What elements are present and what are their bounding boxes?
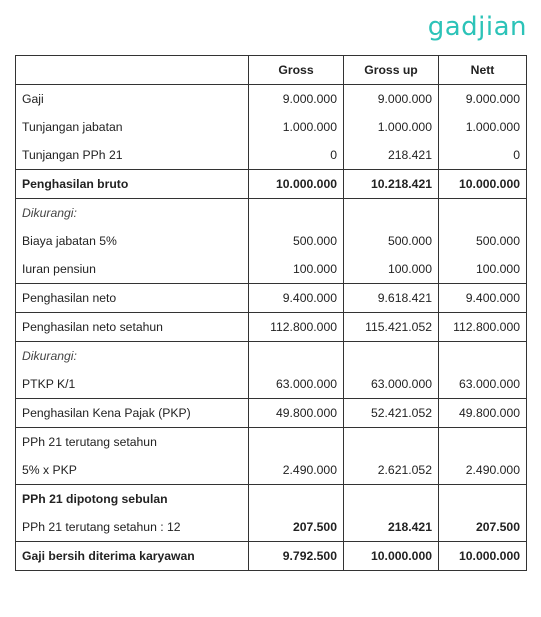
- gross-up-value: [344, 199, 439, 228]
- gross-up-value: 9.618.421: [344, 284, 439, 313]
- table-row: [16, 284, 527, 313]
- gross-value: 112.800.000: [249, 313, 344, 342]
- gross-value: 2.490.000: [249, 456, 344, 485]
- table-row: [16, 255, 527, 284]
- table-row: [16, 428, 527, 457]
- gross-up-value: 2.621.052: [344, 456, 439, 485]
- nett-value: 500.000: [439, 227, 527, 255]
- nett-value: [439, 428, 527, 457]
- table-row: [16, 542, 527, 571]
- nett-value: [439, 342, 527, 371]
- nett-value: 10.000.000: [439, 542, 527, 571]
- gross-value: 0: [249, 141, 344, 170]
- table-header-row: [16, 56, 527, 85]
- header-nett: Nett: [439, 56, 527, 85]
- header-gross: Gross: [249, 56, 344, 85]
- table-row: [16, 485, 527, 514]
- row-label: Dikurangi:: [16, 199, 249, 228]
- row-label: Biaya jabatan 5%: [16, 227, 249, 255]
- nett-value: 2.490.000: [439, 456, 527, 485]
- gross-up-value: 500.000: [344, 227, 439, 255]
- table-row: [16, 399, 527, 428]
- table-row: [16, 141, 527, 170]
- gross-value: 9.792.500: [249, 542, 344, 571]
- nett-value: 207.500: [439, 513, 527, 542]
- gross-up-value: 218.421: [344, 141, 439, 170]
- table-row: [16, 113, 527, 141]
- row-label: Dikurangi:: [16, 342, 249, 371]
- table-row: [16, 227, 527, 255]
- row-label: Gaji: [16, 85, 249, 114]
- row-label: Penghasilan neto: [16, 284, 249, 313]
- gross-value: 10.000.000: [249, 170, 344, 199]
- header-label-col: [16, 56, 249, 85]
- gross-value: [249, 342, 344, 371]
- nett-value: 63.000.000: [439, 370, 527, 399]
- row-label: PPh 21 terutang setahun: [16, 428, 249, 457]
- gross-up-value: 115.421.052: [344, 313, 439, 342]
- row-label: Iuran pensiun: [16, 255, 249, 284]
- gross-value: 63.000.000: [249, 370, 344, 399]
- gross-up-value: 1.000.000: [344, 113, 439, 141]
- nett-value: 100.000: [439, 255, 527, 284]
- gross-up-value: 10.218.421: [344, 170, 439, 199]
- row-label: Penghasilan bruto: [16, 170, 249, 199]
- gross-value: 207.500: [249, 513, 344, 542]
- row-label: PPh 21 terutang setahun : 12: [16, 513, 249, 542]
- row-label: PTKP K/1: [16, 370, 249, 399]
- nett-value: 10.000.000: [439, 170, 527, 199]
- gross-up-value: 63.000.000: [344, 370, 439, 399]
- nett-value: [439, 199, 527, 228]
- nett-value: 9.400.000: [439, 284, 527, 313]
- table-row: [16, 85, 527, 114]
- table-row: [16, 199, 527, 228]
- gross-up-value: [344, 342, 439, 371]
- gross-up-value: 52.421.052: [344, 399, 439, 428]
- gross-up-value: [344, 485, 439, 514]
- nett-value: 9.000.000: [439, 85, 527, 114]
- table-row: [16, 313, 527, 342]
- gross-up-value: 9.000.000: [344, 85, 439, 114]
- gross-value: [249, 428, 344, 457]
- gross-value: 49.800.000: [249, 399, 344, 428]
- gross-value: 9.000.000: [249, 85, 344, 114]
- nett-value: [439, 485, 527, 514]
- table-row: [16, 456, 527, 485]
- gross-up-value: 10.000.000: [344, 542, 439, 571]
- gross-value: [249, 485, 344, 514]
- salary-comparison-table: [15, 55, 527, 571]
- row-label: Tunjangan jabatan: [16, 113, 249, 141]
- gross-up-value: 100.000: [344, 255, 439, 284]
- gross-value: 500.000: [249, 227, 344, 255]
- gross-up-value: [344, 428, 439, 457]
- nett-value: 112.800.000: [439, 313, 527, 342]
- nett-value: 0: [439, 141, 527, 170]
- row-label: Gaji bersih diterima karyawan: [16, 542, 249, 571]
- table-row: [16, 370, 527, 399]
- gross-value: 9.400.000: [249, 284, 344, 313]
- header-gross-up: Gross up: [344, 56, 439, 85]
- row-label: 5% x PKP: [16, 456, 249, 485]
- table-row: [16, 170, 527, 199]
- gross-value: 1.000.000: [249, 113, 344, 141]
- table-row: [16, 513, 527, 542]
- row-label: PPh 21 dipotong sebulan: [16, 485, 249, 514]
- gadjian-logo: gadjian: [427, 12, 527, 42]
- nett-value: 49.800.000: [439, 399, 527, 428]
- row-label: Penghasilan neto setahun: [16, 313, 249, 342]
- table-row: [16, 342, 527, 371]
- row-label: Penghasilan Kena Pajak (PKP): [16, 399, 249, 428]
- gross-up-value: 218.421: [344, 513, 439, 542]
- gross-value: [249, 199, 344, 228]
- row-label: Tunjangan PPh 21: [16, 141, 249, 170]
- gross-value: 100.000: [249, 255, 344, 284]
- nett-value: 1.000.000: [439, 113, 527, 141]
